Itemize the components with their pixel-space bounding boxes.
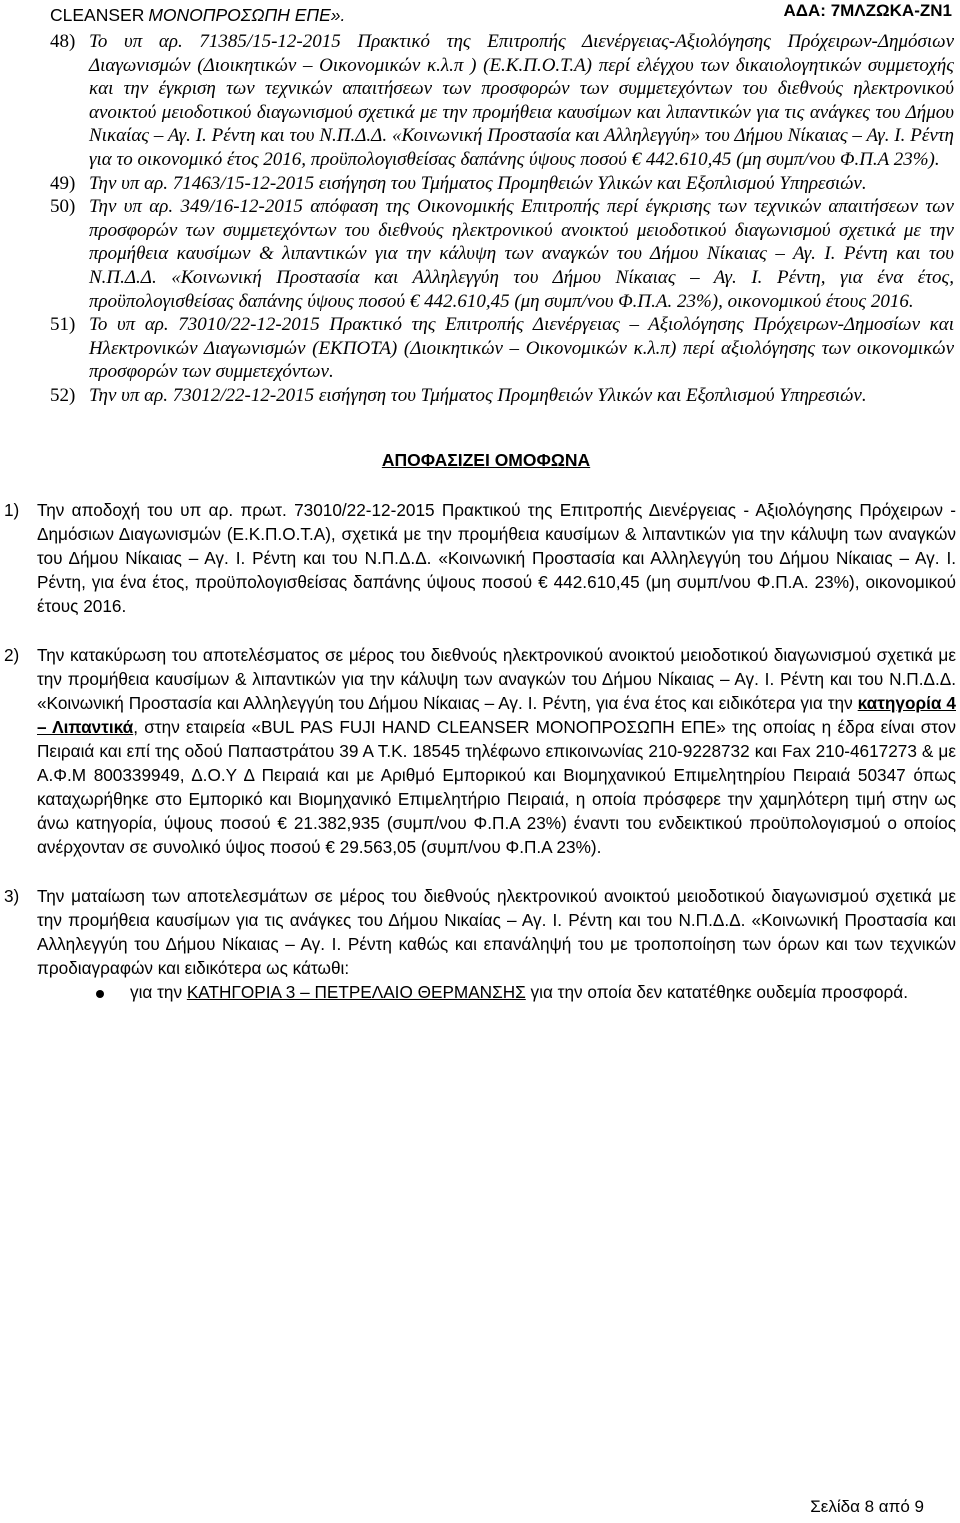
page-number: Σελίδα 8 από 9 [810,1497,924,1516]
item-number: 48) [50,31,76,52]
list-item [0,313,960,384]
item-text: Την υπ αρ. 73012/22-12-2015 εισήγηση του Τμήματος Προμηθειών Υλικών και Εξοπλισμού Υπηρεσιών. [89,384,867,406]
item-text: Το υπ αρ. 71385/15-12-2015 Πρακτικό της Επιτροπής Διενέργειας-Αξιολόγησης Πρόχειρων-Δημόσιων Διαγωνισμών (Διοικητικών – Οικονομικών κ.λ.π ) (Ε.Κ.Π.Ο.Τ.Α) περί ελέγχου των δικαιολογητικών συμμετοχής και την έγκριση των τεχνικών απαιτήσεων των προσφορών των συμμετεχόντων του διεθνούς ηλεκτρονικού ανοικτού μειοδοτικού διαγωνισμού σχετικά με την προμήθεια καυσίμων και λιπαντικών για τις ανάγκες του Δήμου Νικαίας – Αγ. Ι. Ρέντη και του Ν.Π.Δ.Δ. «Κοινωνική Προστασία και Αλληλεγγύη» του Δήμου Νίκαιας – Αγ. Ι. Ρέντη για το οικονομικό έτος 2016, προϋπολογισθείσας δαπάνης ύψους ποσού € 442.610,45 (μη συμπ/νου Φ.Π.Α 23%). [89,31,954,170]
item-number: 51) [50,314,76,336]
decision-text-continued: , στην εταιρεία «BUL PAS FUJI HAND CLEANSER ΜΟΝΟΠΡΟΣΩΠΗ ΕΠΕ» της οποίας η έδρα είναι στον Πειραιά και επί της οδού Παπαστράτου 39 Α Τ.Κ. 18545 τηλέφωνο επικοινωνίας 210-9228732 και Fax 210-4617273 & με Α.Φ.Μ 800339949, Δ.Ο.Υ Δ Πειραιά και με Αριθμό Εμπορικού και Βιομηχανικού Επιμελητηρίου Πειραιά 50347 όπως καταχωρήθηκε στο Εμπορικό και Βιομηχανικό Επιμελητήριο Πειραιά, η οποία πρόσφερε την χαμηλότερη τιμή στην ως άνω κατηγορία, ύψους ποσού € 21.382,935 (συμπ/νου Φ.Π.Α 23%) έναντι του ενδεικτικού προϋπολογισμού ο οποίος ανέρχονταν σε συνολικό ύψος ποσού € 29.563,05 (συμπ/νου Φ.Π.Α 23%). [37,716,957,857]
bullet-category: ΚΑΤΗΓΟΡΙΑ 3 – ΠΕΤΡΕΛΑΙΟ ΘΕΡΜΑΝΣΗΣ [186,981,526,1002]
continuation-line [50,4,960,30]
decision-item [0,643,960,859]
decision-number: 2) [4,644,20,665]
list-item [0,172,960,196]
list-item [0,384,960,408]
decision-heading [12,450,960,471]
item-number: 52) [50,384,76,406]
considerations-list [0,30,960,408]
item-text: Το υπ αρ. 73010/22-12-2015 Πρακτικό της Επιτροπής Διενέργειας – Αξιολόγησης Πρόχειρων-Δημοσίων και Ηλεκτρονικών Διαγωνισμών (ΕΚΠΟΤΑ) (Διοικητικών – Οικονομικών κ.λ.π) περί αξιολόγησης των οικονομικών προσφορών των συμμετεχόντων. [89,314,954,383]
item-text: Την υπ αρ. 71463/15-12-2015 εισήγηση του Τμήματος Προμηθειών Υλικών και Εξοπλισμού Υπηρεσιών. [89,172,867,194]
decision-number: 3) [4,885,20,906]
bullet-text: για την [130,981,187,1002]
decision-text: Την αποδοχή του υπ αρ. πρωτ. 73010/22-12-2015 Πρακτικού της Επιτροπής Διενέργειας - Αξιολόγησης Πρόχειρων - Δημόσιων Διαγωνισμών (Ε.Κ.Π.Ο.Τ.Α), σχετικά με την προμήθεια καυσίμων & λιπαντικών για την κάλυψη των αναγκών του Δήμου Νίκαιας – Αγ. Ι. Ρέντη και του Ν.Π.Δ.Δ. «Κοινωνική Προστασία και Αλληλεγγύη του Δήμου Νίκαιας – Αγ. Ι. Ρέντη, για ένα έτος, προϋπολογισθείσας δαπάνης ύψους ποσού € 442.610,45 (μη συμπ/νου Φ.Π.Α. 23%), οικονομικού έτους 2016. [37,499,956,616]
continuation-italic: ΜΟΝΟΠΡΟΣΩΠΗ ΕΠΕ». [148,5,346,25]
document-body [0,4,960,1004]
decision-item [0,498,960,618]
category-label: κατηγορία 4 – Λιπαντικά [37,692,956,737]
list-item [0,195,960,313]
ada-code: ΑΔΑ: 7ΜΛΖΩΚΑ-ΖΝ1 [783,1,952,20]
list-item [0,30,960,172]
bullet-item [0,980,960,1004]
decision-text: Την κατακύρωση του αποτελέσματος σε μέρος του διεθνούς ηλεκτρονικού ανοικτού μειοδοτικού διαγωνισμού σχετικά με την προμήθεια καυσίμων & λιπαντικών για την κάλυψη των αναγκών του Δήμου Νίκαιας – Αγ. Ι. Ρέντη και του Ν.Π.Δ.Δ. «Κοινωνική Προστασία και Αλληλεγγύη του Δήμου Νίκαιας – Αγ. Ι. Ρέντη, για ένα έτος και ειδικότερα για την [37,644,956,713]
continuation-upright: CLEANSER [50,5,145,25]
bullet-icon [96,990,104,998]
item-number: 49) [50,172,76,194]
item-text: Την υπ αρ. 349/16-12-2015 απόφαση της Οικονομικής Επιτροπής περί έγκρισης των τεχνικών απαιτήσεων των προσφορών των συμμετεχόντων του διεθνούς ηλεκτρονικού ανοικτού μειοδοτικού διαγωνισμού σχετικά με την προμήθεια καυσίμων & λιπαντικών για την κάλυψη των αναγκών του Δήμου Νίκαιας – Αγ. Ι. Ρέντη και του Ν.Π.Δ.Δ. «Κοινωνική Προστασία και Αλληλεγγύη του Δήμου Νίκαιας – Αγ. Ι. Ρέντη, για ένα έτος, προϋπολογισθείσας δαπάνης ύψους ποσού € 442.610,45 (μη συμπ/νου Φ.Π.Α. 23%), οικονομικού έτους 2016. [89,196,954,312]
decision-text: Την ματαίωση των αποτελεσμάτων σε μέρος του διεθνούς ηλεκτρονικού ανοικτού μειοδοτικού διαγωνισμού σχετικά με την προμήθεια καυσίμων για τις ανάγκες του Δήμου Νικαίας – Αγ. Ι. Ρέντη και του Ν.Π.Δ.Δ. «Κοινωνική Προστασία και Αλληλεγγύη του Δήμου Νίκαιας – Αγ. Ι. Ρέντη καθώς και επανάληψή του με τροποποίηση των όρων και των τεχνικών προδιαγραφών και ειδικότερα ως κάτωθι: [37,885,956,978]
decisions-list [0,498,960,1004]
item-number: 50) [50,196,76,218]
decision-heading-text: ΑΠΟΦΑΣΙΖΕΙ ΟΜΟΦΩΝΑ [381,449,591,470]
decision-number: 1) [4,499,20,520]
decision-item [0,884,960,980]
bullet-text-continued: για την οποία δεν κατατέθηκε ουδεμία προσφορά. [525,981,909,1002]
